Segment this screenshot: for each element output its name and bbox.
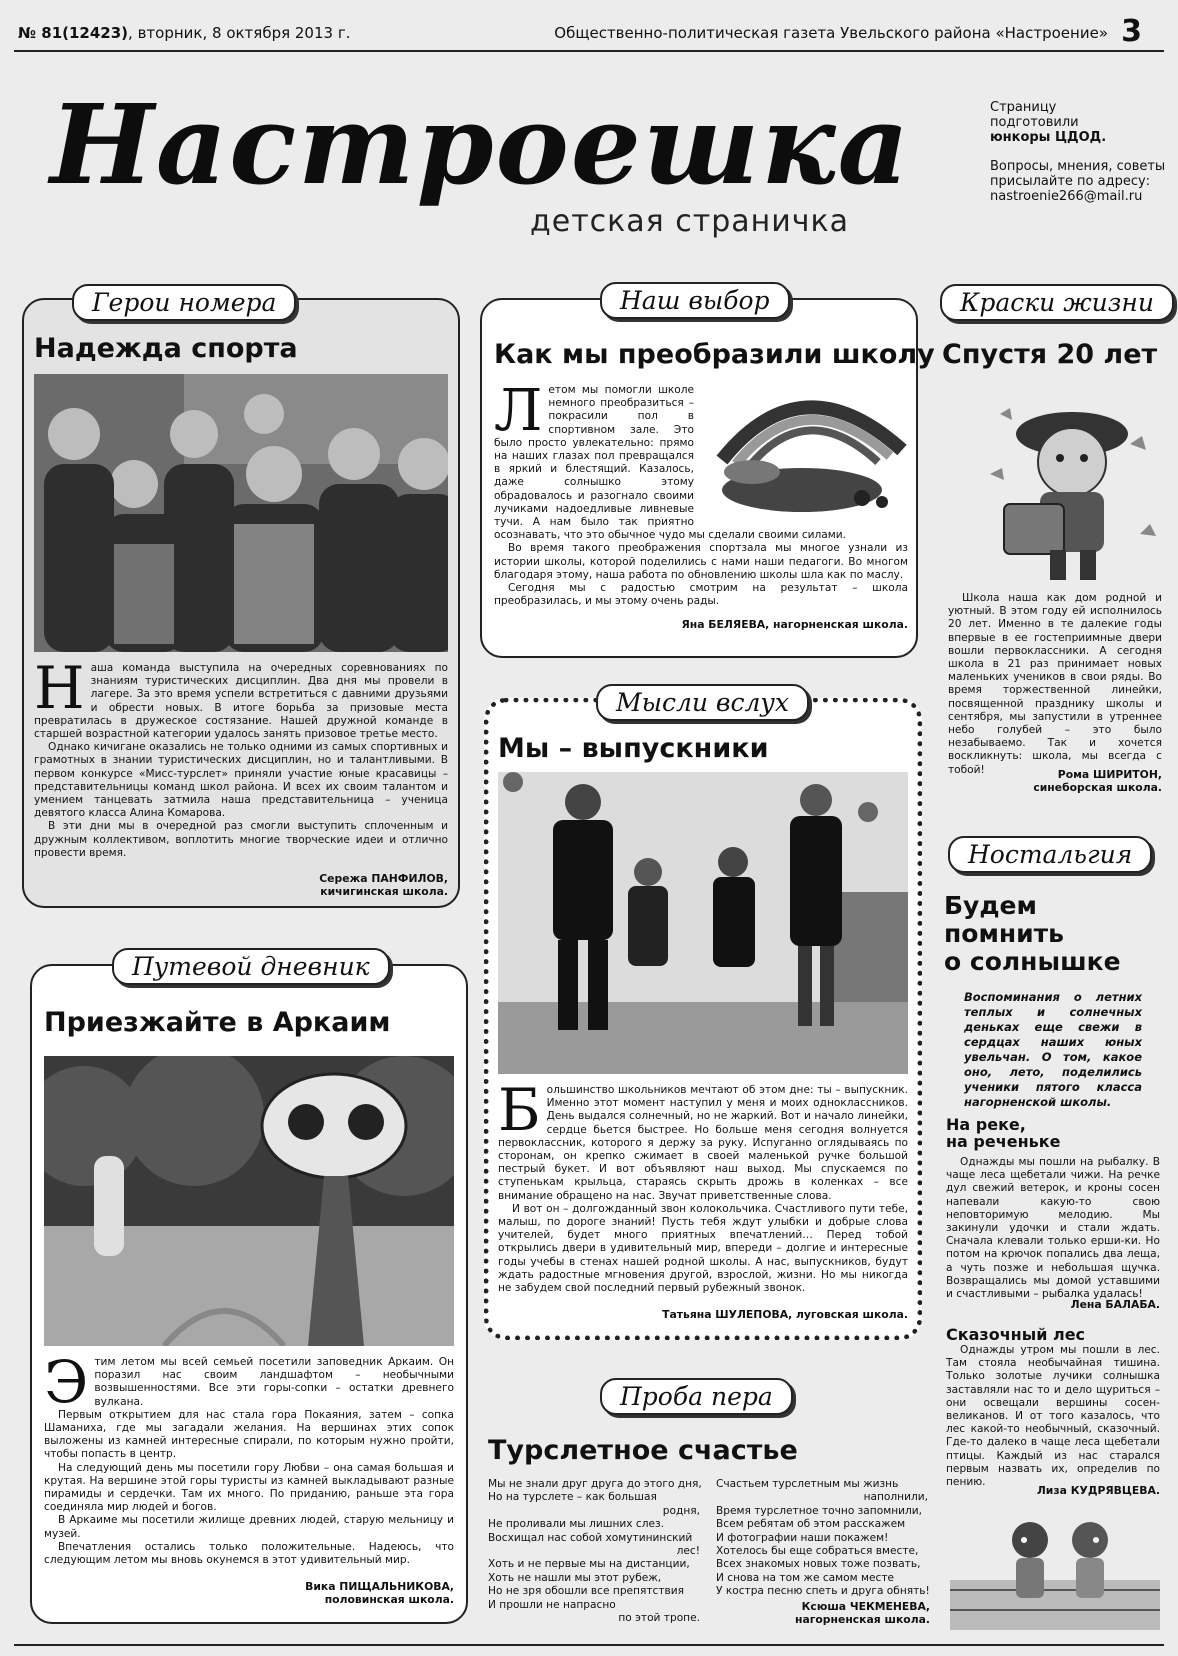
author-heroes: Сережа ПАНФИЛОВ, [319, 872, 448, 885]
title-nostalgia-1: Будем [944, 891, 1037, 920]
signature-colors [962, 768, 1162, 794]
poem-1-line-4: Не проливали мы лишних слез. [488, 1518, 665, 1531]
poem-col-1 [488, 1478, 700, 1625]
dropcap-travel: Э [44, 1348, 89, 1416]
author-colors: Рома ШИРИТОН, [1057, 768, 1162, 781]
body-colors [948, 592, 1162, 777]
dropcap-heroes: Н [34, 654, 85, 722]
prepared-line-1: Страницу [990, 100, 1057, 115]
body-thoughts [498, 1076, 908, 1295]
poem-1-line-2: Но на турслете – как большая [488, 1491, 657, 1504]
title-pen: Турслетное счастье [488, 1435, 798, 1466]
body-travel [44, 1348, 454, 1567]
title-colors: Спустя 20 лет [942, 339, 1158, 370]
choice-p3: Сегодня мы с радостью смотрим на результат – школа преобразилась, и мы этому очень рады. [494, 582, 908, 608]
subtitle-forest: Сказочный лес [946, 1325, 1086, 1344]
schoolboy-icon [980, 384, 1160, 584]
travel-p5: Впечатления остались только положительные. Надеюсь, что следующим летом мы вновь окунемся в этот удивительный мир. [44, 1540, 454, 1567]
bottom-divider [14, 1644, 1164, 1646]
heroes-p2: Однако кичигане оказались не только одними из самых спортивных и грамотных в знании туристических дисциплин, но и талантливыми. В первом конкурсе «Мисс-турслет» приняли участие юные красавицы – представительницы команд школ района. И всех их своим талантом и умением танцевать затмила наша представительница – ученица девятого класса Алина Комарова. [34, 741, 448, 820]
body-river [946, 1156, 1160, 1301]
poem-2-line-1: Счастьем турслетным мы жизнь [716, 1478, 899, 1490]
signature-choice: Яна БЕЛЯЕВА, нагорненская школа. [681, 618, 908, 631]
river-text: Однажды мы пошли на рыбалку. В чаще леса щебетали чижи. На речке дул свежий ветерок, и кроны сосен напевали какую-то свою неповторимую мелодию. Мы закинули удочки и стали ждать. Сначала клевали только ерши-ки. Но потом на крючок попались два леща, а чуть позже и небольшая щучка. Возвращались мы домой уставшими и счастливыми – рыбалка удалась! [946, 1156, 1160, 1301]
colors-p1: Школа наша как дом родной и уютный. В этом году ей исполнилось 20 лет. Именно в те далекие годы впервые в ее гостеприимные двери вошли первоклассники. А сегодня школа в 21 раз принимает новых маленьких учеников в свои ряды. Во время торжественной линейки, посвященной празднику школы и сентября, мы запустили в утреннее небо голубей – это было незабываемо. Так и хочется воскликнуть: школа, мы всегда с тобой! [948, 592, 1162, 776]
rubric-colors: Краски жизни [940, 284, 1174, 321]
poem-2-line-8: И снова на том же самом месте [716, 1571, 895, 1584]
title-nostalgia-2: помнить [944, 919, 1064, 948]
rubric-pen: Проба пера [600, 1378, 793, 1415]
rubric-nostalgia: Ностальгия [948, 836, 1152, 873]
prepared-line-2: подготовили [990, 115, 1079, 130]
subtitle-river-2: на реченьке [946, 1132, 1061, 1151]
heroes-p3: В эти дни мы в очередной раз смогли выступить сплоченным и дружным коллективом, воплотить многие творческие идеи и отлично провести время. [34, 820, 448, 859]
photo-team [34, 374, 448, 652]
poem-1-line-1: Мы не знали друг друга до этого дня, [488, 1478, 702, 1490]
editorial-info [990, 100, 1170, 204]
author-forest: Лиза КУДРЯВЦЕВА. [1036, 1484, 1160, 1497]
poem-2-line-9: У костра песню спеть и друга обнять! [716, 1585, 930, 1598]
poem-2-line-7: Всех знакомых новых тоже позвать, [716, 1558, 921, 1571]
poem-1-line-5: Восхищал нас собой хомутининский [488, 1531, 693, 1544]
author-pen: Ксюша ЧЕКМЕНЕВА, [801, 1600, 930, 1613]
choice-p1: етом мы помогли школе немного преобразиться – покрасили пол в спортивном зале. Это было просто увлекательно: прямо на наших глазах пол превращался в яркий и блестящий. Казалось, даже солнышко этому обрадовалось и разогнало своими лучиками надоедливые ливневые тучи. А нам было так приятно осознавать, что это обычное чудо мы сделали своими силами. [494, 384, 847, 542]
poem-2-line-4: Всем ребятам об этом расскажем [716, 1518, 906, 1531]
prepared-line-3: юнкоры ЦДОД. [990, 130, 1107, 145]
issue-date: , вторник, 8 октября 2013 г. [128, 24, 351, 42]
choice-p2: Во время такого преображения спортзала мы многое узнали из истории школы, которой поделились с нами наши педагоги. Во многом благодаря этому, наша работа по обновлению школы шла как по маслу. [494, 542, 908, 581]
issue-number: № 81(12423) [18, 24, 129, 42]
rubric-heroes: Герои номера [72, 284, 296, 321]
title-travel: Приезжайте в Аркаим [44, 1007, 391, 1038]
photo-graduates [498, 772, 908, 1074]
heroes-p1: аша команда выступила на очередных соревнованиях по знаниям туристических дисциплин. Два дня мы провели в лагере. За это время успели встретиться с давними друзьями и обрести новых. В итоге борьба за призовые места превратилась в дружеское состязание. Нашей дружной команде в старшей возрастной категории удалось занять призовое третье место. [34, 662, 448, 741]
poem-2-line-6: Хотелось бы еще собраться вместе, [716, 1545, 919, 1558]
school-travel: половинская школа. [324, 1593, 454, 1606]
poem-col-2 [716, 1478, 928, 1599]
body-heroes [34, 654, 448, 860]
rubric-travel: Путевой дневник [112, 948, 390, 985]
travel-p2: Первым открытием для нас стала гора Покаяния, затем – сопка Шаманиха, где мы загадали желания. На вершинах этих сопок выложены из камней интересные спирали, по которым нужно пройти, чтобы попасть в центр. [44, 1408, 454, 1461]
photo-arkaim-image [44, 1056, 454, 1346]
subtitle-river [946, 1116, 1060, 1150]
contact-email[interactable]: nastroenie266@mail.ru [990, 189, 1143, 204]
title-nostalgia-3: о солнышке [944, 947, 1121, 976]
signature-heroes [250, 872, 448, 898]
title-nostalgia [944, 892, 1121, 976]
title-choice: Как мы преобразили школу [494, 339, 935, 370]
signature-thoughts: Татьяна ШУЛЕПОВА, луговская школа. [662, 1308, 908, 1321]
author-river: Лена БАЛАБА. [1070, 1298, 1160, 1311]
travel-p3: На следующий день мы посетили гору Любви – она самая большая и крутая. На вершине этой горы туристы из камней выкладывают разные пирамиды и сердечки. Там их много. По приданию, раньше эта гора соединяла мир людей и богов. [44, 1461, 454, 1514]
dropcap-thoughts: Б [498, 1076, 541, 1144]
kids-illustration [950, 1510, 1160, 1630]
photo-arkaim [44, 1056, 454, 1346]
poem-1-line-6: лес! [676, 1545, 700, 1558]
poem-2-line-5: И фотографии наши покажем! [716, 1531, 889, 1544]
poem-1-line-8: Хоть не нашли мы этот рубеж, [488, 1571, 662, 1584]
travel-p1: тим летом мы всей семьей посетили заповедник Аркаим. Он поразил нас своим ландшафтом – необычными возвышенностями. Все эти горы-сопки – остатки древнего вулкана. [94, 1356, 454, 1408]
body-forest [946, 1344, 1160, 1489]
body-choice [494, 376, 908, 608]
poem-1-line-3: родня, [662, 1504, 700, 1517]
poem-2-line-2: наполнили, [863, 1491, 928, 1504]
poem-1-line-9: Но не зря обошли все препятствия [488, 1585, 685, 1598]
subtitle-river-1: На реке, [946, 1115, 1026, 1134]
forest-text: Однажды утром мы пошли в лес. Там стояла необычайная тишина. Только золотые лучики солнышка заставляли нас то и дело щуриться – они освещали вершины сосен-великанов. И от того казалось, что лес какой-то необычный, сказочный. Где-то далеко в чаще леса щебетали птицы. Каждый из нас старался первым назвать их, определив по пению. [946, 1344, 1160, 1489]
title-thoughts: Мы – выпускники [498, 733, 769, 764]
rubric-choice: Наш выбор [600, 282, 790, 319]
author-travel: Вика ПИЩАЛЬНИКОВА, [305, 1580, 454, 1593]
lead-nostalgia: Воспоминания о летних теплых и солнечных деньках еще свежи в сердцах наших юных увельчан. О том, какое оно, лето, поделились ученики пятого класса нагорненской школы. [964, 990, 1142, 1109]
poem-2-line-3: Время турслетное точно запомнили, [716, 1504, 923, 1517]
poem-1-line-10: И прошли не напрасно [488, 1598, 616, 1611]
contact-line-1: Вопросы, мнения, советы [990, 159, 1166, 174]
masthead-subtitle: детская страничка [530, 204, 849, 239]
kids-icon [950, 1510, 1160, 1630]
poem-1-line-11: по этой тропе. [618, 1612, 700, 1625]
newspaper-name: Общественно-политическая газета Увельского района «Настроение» [554, 24, 1108, 42]
thoughts-p2: И вот он – долгожданный звон колокольчика. Счастливого пути тебе, малыш, по дороге знаний! Пусть тебя ждут улыбки и добрые слова учителей, будет много приятных впечатлений… Перед тобой открылись двери в удивительный мир, впереди – долгие и интересные годы учебы в стенах нашей родной школы. А нас, выпускников, будут ждать радостные мгновения другой, взрослой, жизни. Но мы никогда не забудем свой последний первый рубежный звонок. [498, 1202, 908, 1295]
page-number: 3 [1121, 14, 1142, 49]
dropcap-choice: Л [494, 376, 543, 444]
photo-team-image [34, 374, 448, 652]
signature-pen [730, 1600, 930, 1626]
rubric-thoughts: Мысли вслух [596, 684, 809, 721]
masthead-title: Настроешка [50, 80, 911, 209]
signature-travel [250, 1580, 454, 1606]
school-pen: нагорненская школа. [795, 1613, 930, 1626]
contact-line-2: присылайте по адресу: [990, 174, 1151, 189]
school-colors: синеборская школа. [1033, 781, 1162, 794]
travel-p4: В Аркаиме мы посетили жилище древних людей, старую мельницу и музей. [44, 1514, 454, 1540]
photo-graduates-image [498, 772, 908, 1074]
thoughts-p1: ольшинство школьников мечтают об этом дне: ты – выпускник. Именно этот момент наступил у меня и моих одноклассников. День выдался солнечный, но не жаркий. Вот и начало линейки, сердце бьется быстрее. Но больше меня сегодня волнуется первоклассник, которого я держу за руку. Испуганно оглядываясь по сторонам, он крепко сжимает в своей маленькой ручке большой пестрый букет. И вот объявляют наш выход. Мы спускаемся по ступенькам крыльца, стараясь скрыть дрожь в коленках – все внимание обращено на нас. Звучат приветственные слова. [498, 1084, 908, 1202]
top-divider [14, 50, 1164, 52]
school-heroes: кичигинская школа. [320, 885, 448, 898]
schoolboy-illustration [980, 384, 1160, 584]
issue-line [18, 24, 350, 42]
poem-1-line-7: Хоть и не первые мы на дистанции, [488, 1558, 690, 1571]
title-heroes: Надежда спорта [34, 333, 298, 364]
